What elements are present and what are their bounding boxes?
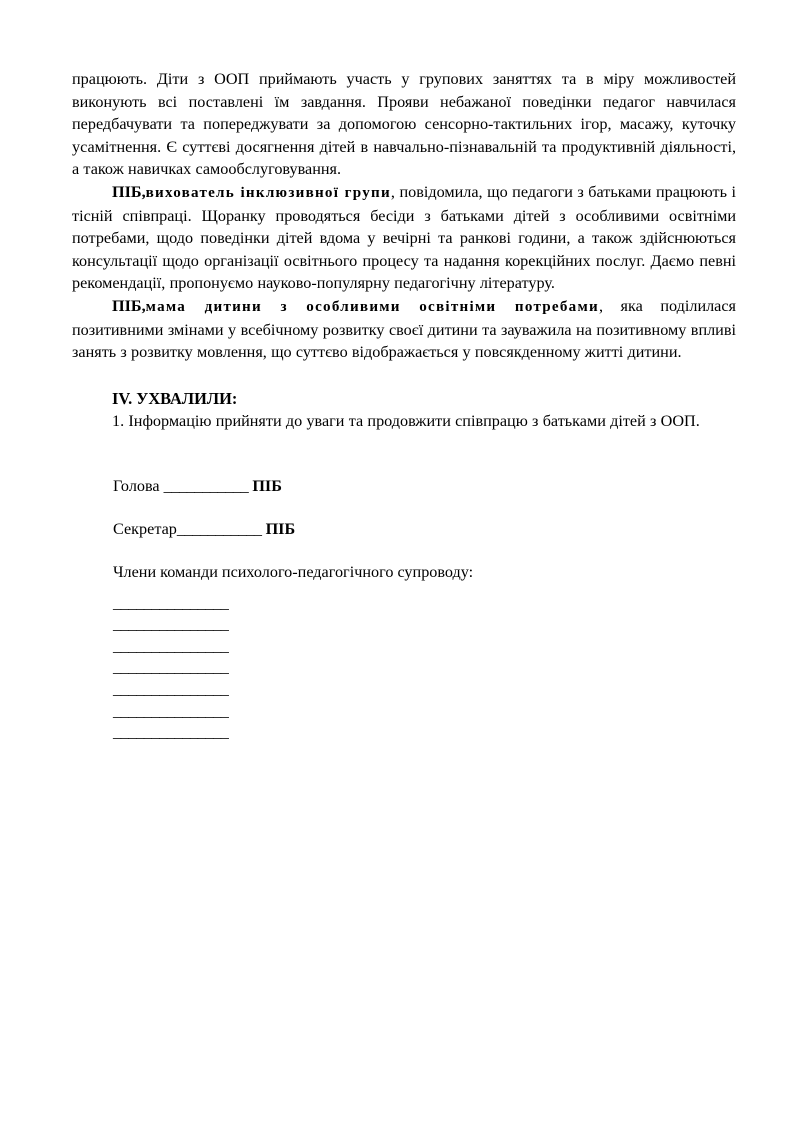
signature-label-chair: Голова bbox=[113, 476, 164, 495]
speaker-role-parent: мама дитини з особливими освітніми потребами bbox=[145, 298, 599, 315]
speaker-name-parent: ПІБ, bbox=[112, 296, 146, 315]
paragraph-parent-statement bbox=[72, 295, 736, 364]
blank-signature-line[interactable]: _______________ bbox=[113, 636, 229, 655]
blank-signature-line[interactable]: _______________ bbox=[113, 658, 229, 677]
paragraph-educator-text: , повідомила, що педагоги з батьками працюють і тісній співпраці. Щоранку проводяться бесіди з батьками дітей з особливими освітніми потребами, щодо поведінки дітей вдома у вечірні та ранкові години, а також здійснюються консультації щодо організації освітнього процесу та надання корекційних послуг. Даємо певні рекомендації, пропонуємо науково-популярну педагогічну літературу. bbox=[72, 182, 736, 293]
speaker-name-educator: ПІБ, bbox=[112, 182, 146, 201]
signature-rule-secretary[interactable]: ___________ bbox=[176, 519, 262, 538]
blank-signature-line[interactable]: _______________ bbox=[113, 723, 229, 742]
spacer-before-signatures bbox=[72, 433, 736, 475]
signature-placeholder-secretary: ПІБ bbox=[261, 519, 296, 538]
blank-signature-line[interactable]: _______________ bbox=[113, 701, 229, 720]
speaker-role-educator: вихователь інклюзивної групи bbox=[145, 184, 391, 201]
document-body bbox=[72, 68, 736, 744]
signature-row-chair bbox=[72, 475, 736, 498]
team-members-blank-lines bbox=[72, 593, 736, 744]
spacer-before-members bbox=[72, 540, 736, 561]
spacer-before-blank-lines bbox=[72, 584, 736, 593]
paragraph-continuation: працюють. Діти з ООП приймають участь у групових заняттях та в міру можливостей виконують всі поставлені їм завдання. Прояви небажаної поведінки педагог навчилася передбачувати та попереджувати за допомогою сенсорно-тактильних ігор, масажу, куточку усамітнення. Є суттєві досягнення дітей в навчально-пізнавальній та продуктивній діяльності, а також навичках самообслуговування. bbox=[72, 70, 736, 179]
blank-signature-line[interactable]: _______________ bbox=[113, 593, 229, 612]
blank-signature-line[interactable]: _______________ bbox=[113, 615, 229, 634]
spacer-between-signatures bbox=[72, 498, 736, 518]
spacer-before-heading bbox=[72, 364, 736, 388]
signature-placeholder-chair: ПІБ bbox=[248, 476, 282, 495]
blank-signature-line[interactable]: _______________ bbox=[113, 680, 229, 699]
resolution-item-1: 1. Інформацію прийняти до уваги та продовжити співпрацю з батьками дітей з ООП. bbox=[112, 412, 700, 431]
paragraph-educator-statement bbox=[72, 181, 736, 295]
signature-label-secretary: Секретар bbox=[113, 519, 177, 538]
signature-row-secretary bbox=[72, 518, 736, 541]
section-heading-resolved: IV. УХВАЛИЛИ: bbox=[112, 388, 238, 408]
paragraph-parent-text: , яка поділилася позитивними змінами у всебічному розвитку своєї дитини та зауважила на позитивному впливі занять з розвитку мовлення, що суттєво відображається у повсякденному житті дитини. bbox=[72, 296, 737, 362]
signature-rule-chair[interactable]: ___________ bbox=[163, 476, 249, 495]
team-members-label: Члени команди психолого-педагогічного супроводу: bbox=[113, 563, 474, 582]
